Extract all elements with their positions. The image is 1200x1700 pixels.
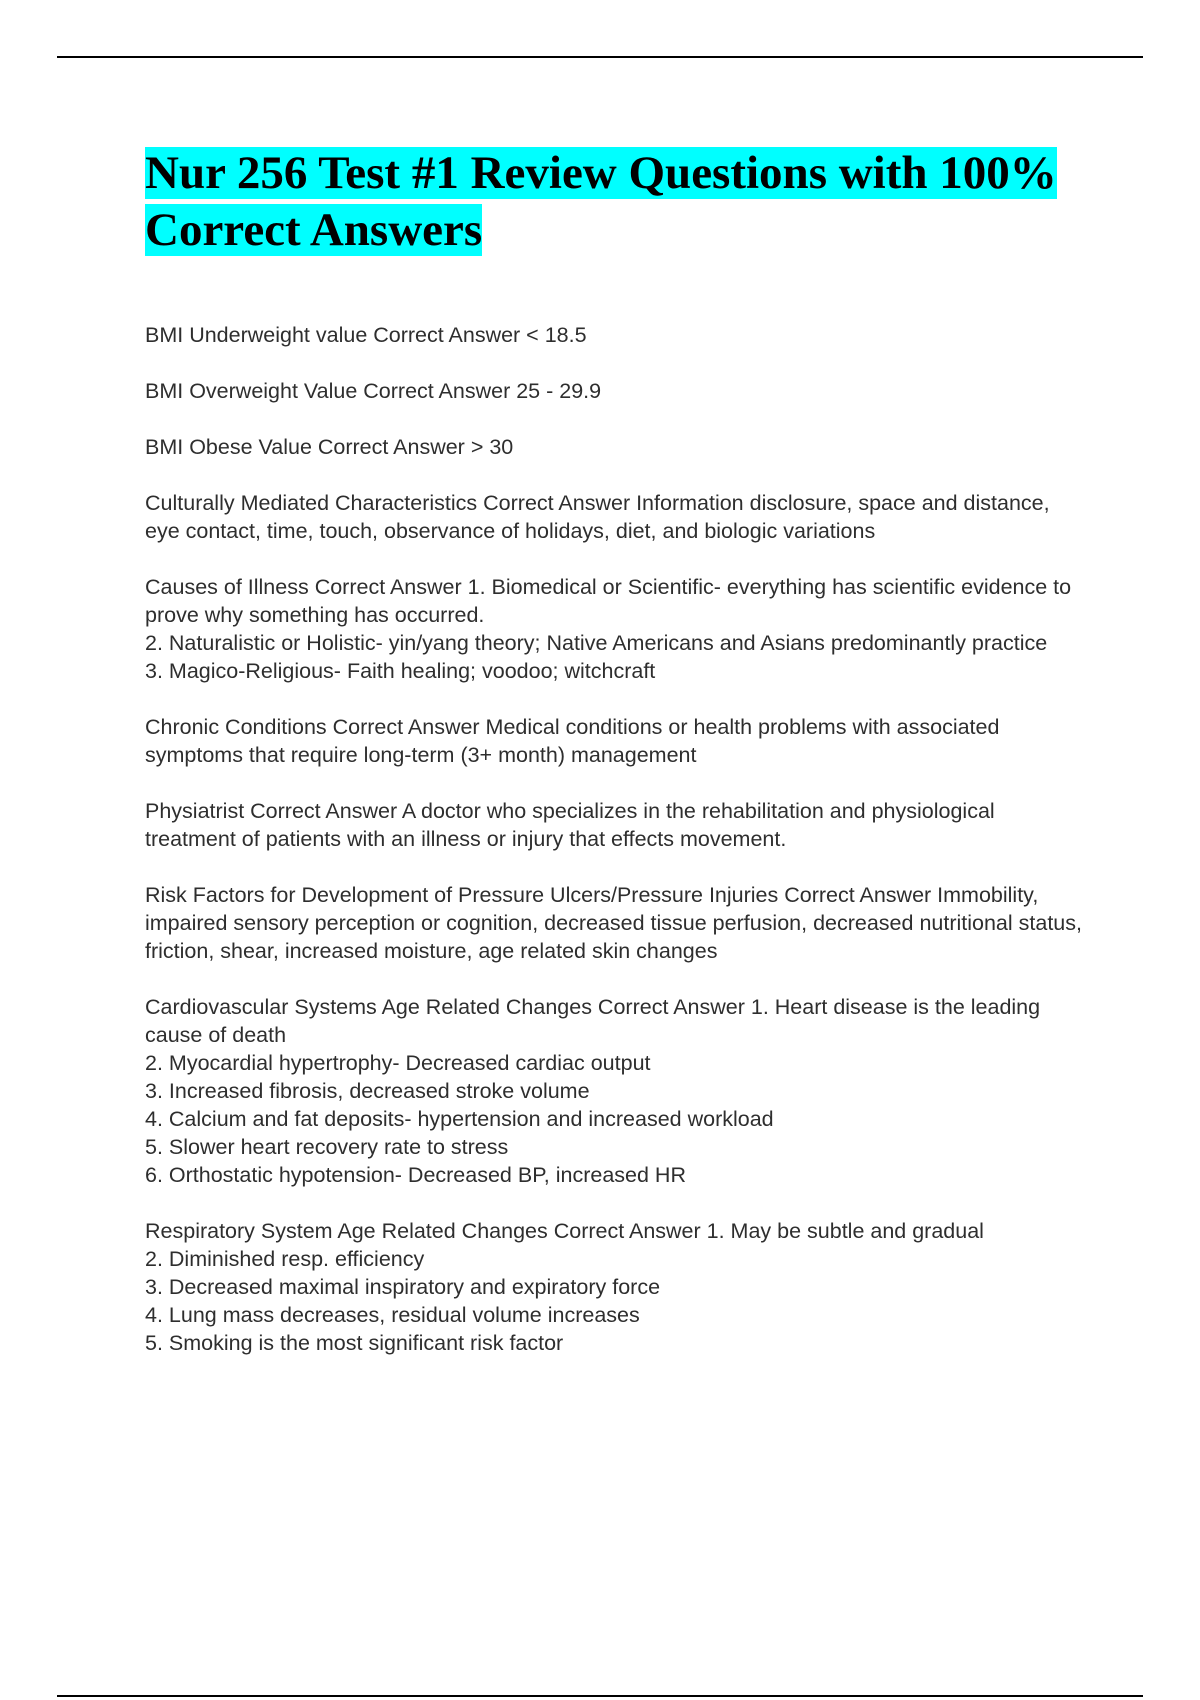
qa-entry-line: 6. Orthostatic hypotension- Decreased BP, increased HR <box>145 1163 686 1187</box>
qa-entry <box>145 993 1090 1189</box>
document-title-text: Nur 256 Test #1 Review Questions with 100% Correct Answers <box>145 147 1057 256</box>
qa-entry <box>145 573 1090 685</box>
qa-entry-line: 2. Naturalistic or Holistic- yin/yang theory; Native Americans and Asians predominantly practice <box>145 631 1048 655</box>
qa-entry-line: 5. Smoking is the most significant risk factor <box>145 1331 564 1355</box>
qa-entry-line: 3. Decreased maximal inspiratory and expiratory force <box>145 1275 661 1299</box>
top-rule <box>57 56 1143 58</box>
qa-entry <box>145 321 1090 349</box>
qa-entry <box>145 1217 1090 1357</box>
qa-entry-line: 5. Slower heart recovery rate to stress <box>145 1135 509 1159</box>
bottom-rule <box>57 1695 1143 1697</box>
qa-entry <box>145 377 1090 405</box>
qa-entry-line: 4. Lung mass decreases, residual volume increases <box>145 1303 640 1327</box>
qa-entry-line: Cardiovascular Systems Age Related Changes Correct Answer 1. Heart disease is the leading cause of death <box>145 995 1041 1047</box>
document-body <box>145 145 1090 1385</box>
qa-entry-line: 2. Diminished resp. efficiency <box>145 1247 425 1271</box>
qa-entry-line: Respiratory System Age Related Changes Correct Answer 1. May be subtle and gradual <box>145 1219 984 1243</box>
qa-entry <box>145 489 1090 545</box>
qa-entry <box>145 713 1090 769</box>
qa-entry-line: BMI Underweight value Correct Answer < 18.5 <box>145 323 587 347</box>
qa-entry-line: Chronic Conditions Correct Answer Medical conditions or health problems with associated symptoms that require long-term (3+ month) management <box>145 715 1000 767</box>
qa-entry <box>145 797 1090 853</box>
qa-entry-line: BMI Obese Value Correct Answer > 30 <box>145 435 514 459</box>
qa-entry-line: 3. Increased fibrosis, decreased stroke volume <box>145 1079 590 1103</box>
qa-entry-line: Physiatrist Correct Answer A doctor who specializes in the rehabilitation and physiological treatment of patients with an illness or injury that effects movement. <box>145 799 995 851</box>
qa-entry <box>145 433 1090 461</box>
qa-entry <box>145 881 1090 965</box>
qa-entry-line: 2. Myocardial hypertrophy- Decreased cardiac output <box>145 1051 651 1075</box>
qa-entry-line: BMI Overweight Value Correct Answer 25 - 29.9 <box>145 379 602 403</box>
qa-entry-line: Risk Factors for Development of Pressure Ulcers/Pressure Injuries Correct Answer Immobility, impaired sensory perception or cognition, decreased tissue perfusion, decreased nutritional status, friction, shear, increased moisture, age related skin changes <box>145 883 1082 963</box>
qa-entry-line: Causes of Illness Correct Answer 1. Biomedical or Scientific- everything has scientific evidence to prove why something has occurred. <box>145 575 1072 627</box>
qa-entry-line: Culturally Mediated Characteristics Correct Answer Information disclosure, space and distance, eye contact, time, touch, observance of holidays, diet, and biologic variations <box>145 491 1050 543</box>
qa-list <box>145 321 1090 1357</box>
qa-entry-line: 4. Calcium and fat deposits- hypertension and increased workload <box>145 1107 774 1131</box>
document-title <box>145 145 1090 259</box>
qa-entry-line: 3. Magico-Religious- Faith healing; voodoo; witchcraft <box>145 659 656 683</box>
